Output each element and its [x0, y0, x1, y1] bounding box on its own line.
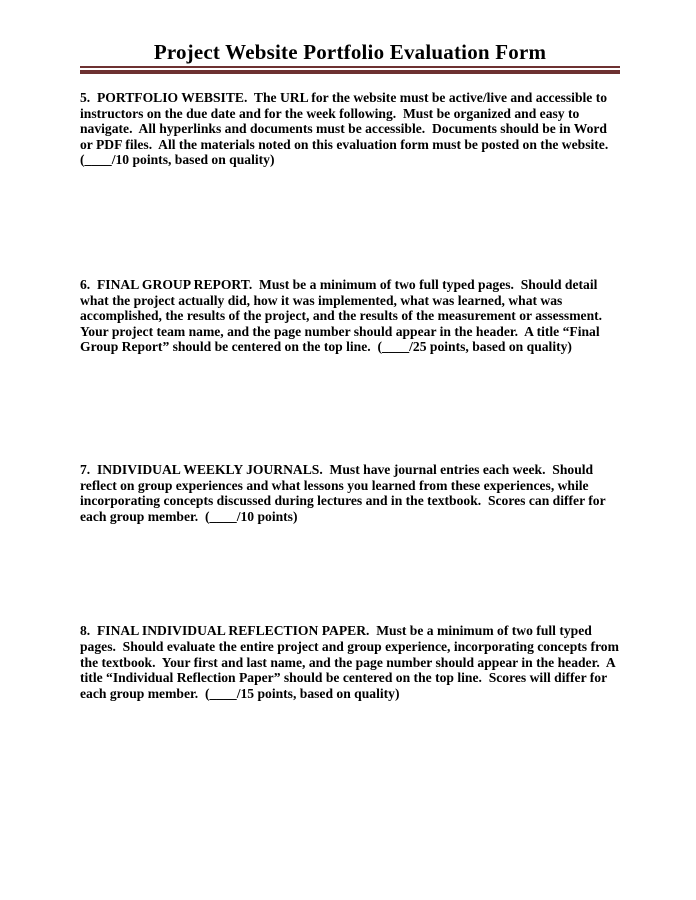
page-title: Project Website Portfolio Evaluation Form [153, 40, 547, 64]
section-7-individual-weekly-journals: 7. INDIVIDUAL WEEKLY JOURNALS. Must have journal entries each week. Should reflect on group experiences and what lessons you learned from these experiences, while incorporating concepts discussed during lectures and in the textbook. Scores can differ for each group member. (____/10 points) [80, 461, 609, 524]
section-5-portfolio-website: 5. PORTFOLIO WEBSITE. The URL for the website must be active/live and accessible to instructors on the due date and for the week following. Must be organized and easy to navigate. All hyperlinks and documents must be accessible. Documents should be in Word or PDF files. All the materials noted on this evaluation form must be posted on the website. (____/10 points, based on quality) [80, 90, 616, 168]
section-8-final-individual-reflection-paper: 8. FINAL INDIVIDUAL REFLECTION PAPER. Must be a minimum of two full typed pages. Should evaluate the entire project and group experience, incorporating concepts from the textbook. Your first and last name, and the page number should appear in the header. A title “Individual Reflection Paper” should be centered on the top line. Scores will differ for each group member. (____/15 points, based on quality) [80, 623, 623, 701]
section-6-final-group-report: 6. FINAL GROUP REPORT. Must be a minimum of two full typed pages. Should detail what the project actually did, how it was implemented, what was learned, what was accomplished, the results of the project, and the results of the measurement or assessment. Your project team name, and the page number should appear in the header. A title “Final Group Report” should be centered on the top line. (____/25 points, based on quality) [80, 276, 609, 355]
title-divider-rule [80, 66, 620, 74]
